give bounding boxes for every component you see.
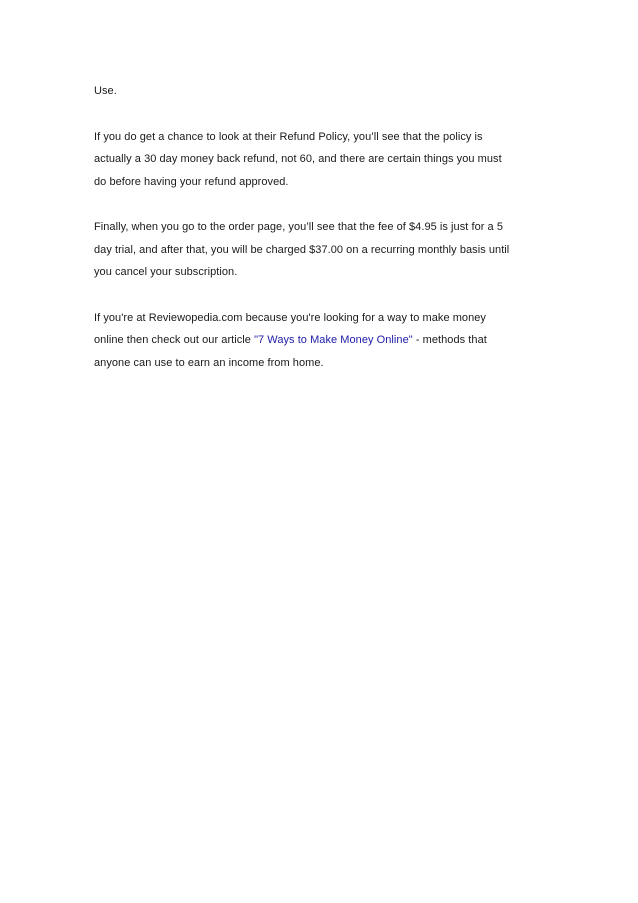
text-line: If you do get a chance to look at their Refund Policy, you’ll see that the policy is [94, 130, 483, 143]
paragraph-use [94, 80, 554, 103]
text-line: Use. [94, 85, 117, 97]
text-line: Finally, when you go to the order page, you’ll see that the fee of $4.95 is just for a 5 [94, 221, 503, 233]
paragraph-refund-policy [94, 126, 554, 194]
article-link-7-ways[interactable]: "7 Ways to Make Money Online" [254, 334, 413, 346]
text-line: day trial, and after that, you will be charged $37.00 on a recurring monthly basis until [94, 243, 510, 256]
text-line: do before having your refund approved. [94, 175, 289, 188]
paragraph-order-page [94, 216, 554, 284]
text-line: anyone can use to earn an income from home. [94, 356, 324, 369]
text-line: you cancel your subscription. [94, 266, 238, 278]
document-body [94, 80, 554, 397]
text-line-with-link [94, 329, 554, 352]
text-fragment: - methods that [412, 334, 487, 346]
text-fragment: online then check out our article [94, 334, 255, 346]
paragraph-reviewopedia [94, 307, 554, 375]
text-line: actually a 30 day money back refund, not 60, and there are certain things you must [94, 153, 502, 165]
text-line: If you're at Reviewopedia.com because you're looking for a way to make money [94, 311, 486, 324]
